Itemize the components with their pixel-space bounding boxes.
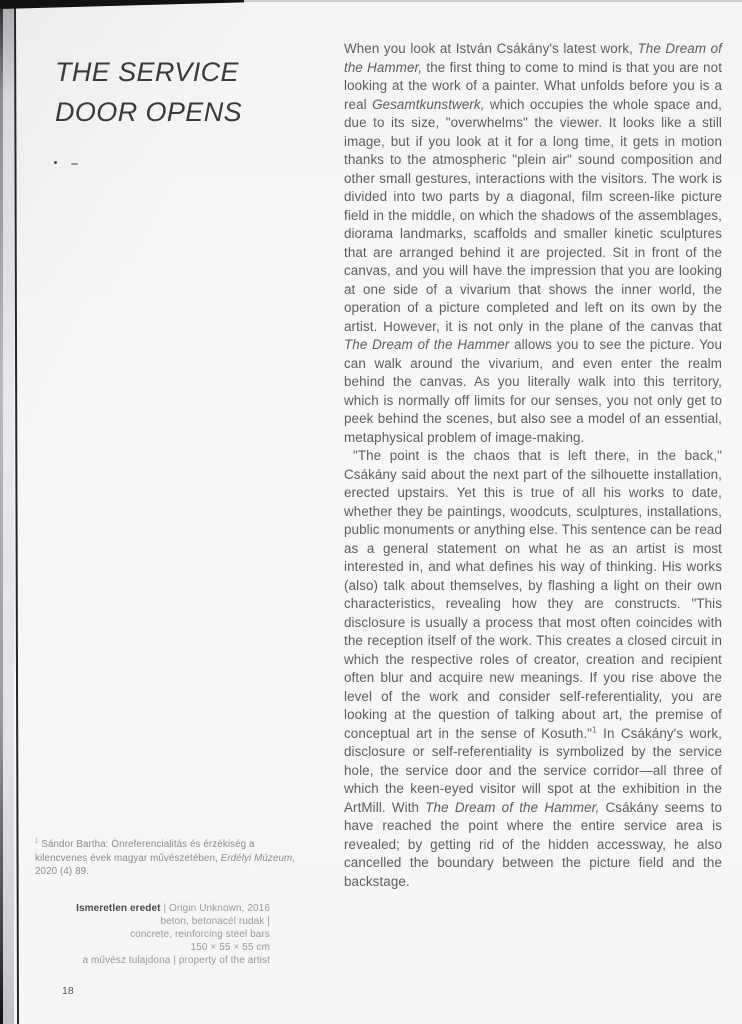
article-body (344, 40, 722, 891)
caption-line-materials-en: concrete, reinforcing steel bars (130, 929, 270, 940)
print-speck-dot (54, 161, 57, 164)
print-speck-dash (71, 163, 78, 165)
scan-left-edge-shadow (0, 0, 3, 1024)
page-spine-line (14, 3, 19, 1024)
caption-line-materials-hu: beton, betonacél rudak | (160, 916, 270, 927)
body-paragraph-1: When you look at István Csákány's latest work, The Dream of the Hammer, the first thing to come to mind is that you are not looking at the work of a painter. What unfolds before you is a real Gesamtkunstwerk, which occupies the whole space and, due to its size, "overwhelms" the viewer. It looks like a still image, but if you look at it for a long time, it gets in motion thanks to the atmospheric "plein air" sound composition and other small gestures, interactions with the visitors. The work is divided into two parts by a diagonal, film screen-like picture field in the middle, on which the shadows of the assemblages, diorama landmarks, scaffolds and smaller kinetic sculptures that are arranged behind it are projected. Sit in front of the canvas, and you will have the impression that you are looking at one side of a vivarium that shows the inner world, the operation of a picture completed and left on its own by the artist. However, it is not only in the plane of the canvas that The Dream of the Hammer allows you to see the picture. You can walk around the vivarium, and even enter the realm behind the canvas. As you literally walk into this territory, which is normally off limits for our senses, you not only get to peek behind the scenes, but also see a model of an essential, metaphysical problem of image-making. (344, 41, 723, 445)
page-title-line-2: DOOR OPENS (55, 97, 243, 127)
footnote: $^1$ Sándor Bartha: Önreferencialitás és érzékiség a kilencvenes évek magyar művészetében, Erdélyi Múzeum, 2020 (4) 89. (35, 838, 296, 877)
caption-line-ownership: a művész tulajdona | property of the artist (82, 955, 270, 966)
caption-line-dimensions: 150 × 55 × 55 cm (190, 942, 270, 953)
artwork-caption (40, 902, 270, 967)
page-number: 18 (62, 985, 74, 997)
page-title (55, 52, 242, 132)
scan-top-edge-shadow (0, 0, 244, 9)
page-title-line-1: THE SERVICE (55, 57, 239, 87)
body-paragraph-2: "The point is the chaos that is left there, in the back," Csákány said about the next part of the silhouette installation, erected upstairs. Yet this is true of all his works to date, whether they be paintings, woodcuts, sculptures, installations, public monuments or anything else. This sentence can be read as a general statement on what he as an artist is most interested in, and what defines his way of thinking. His works (also) talk about themselves, by flashing a light on their own characteristics, revealing how they are constructs. "This disclosure is usually a process that most often coincides with the reception itself of the work. This creates a closed circuit in which the respective roles of creator, creation and recipient often blur and acquire new meanings. If you rise above the level of the work and consider self-referentiality, you are looking at the question of talking about art, the premise of conceptual art in the sense of Kosuth."$^1$ In Csákány's work, disclosure or self-referentiality is symbolized by the service hole, the service door and the service corridor—all three of which the keen-eyed visitor will spot at the exhibition in the ArtMill. With The Dream of the Hammer, Csákány seems to have reached the point where the entire service area is revealed; by getting rid of the hidden accessway, he also cancelled the boundary between the picture field and the backstage. (344, 448, 722, 889)
caption-line-title: Ismeretlen eredet | Origin Unknown, 2016 (76, 903, 270, 914)
